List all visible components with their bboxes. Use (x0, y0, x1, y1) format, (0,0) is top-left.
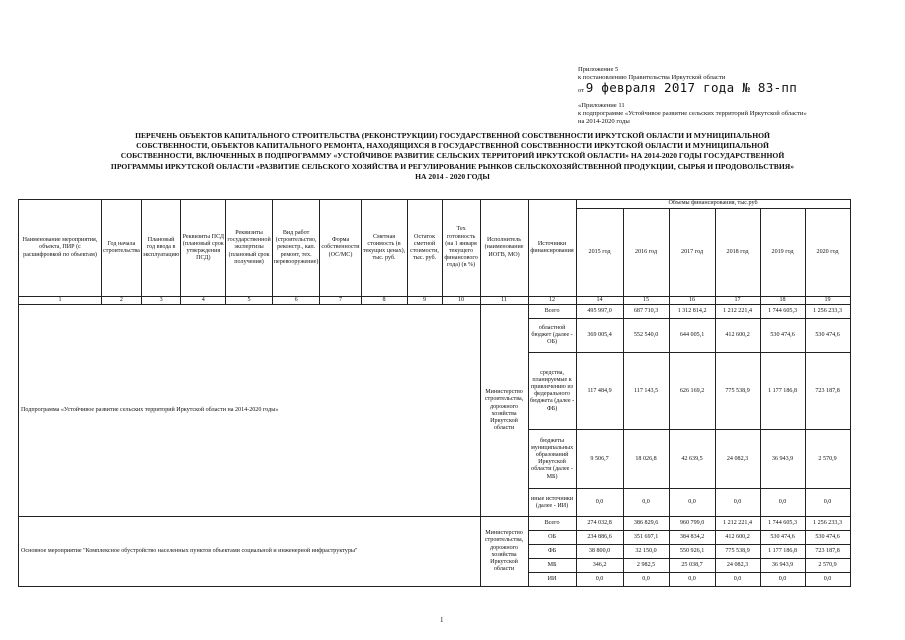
col-number: 7 (320, 297, 361, 305)
value-cell: 1 177 186,8 (760, 353, 805, 430)
col-number: 17 (715, 297, 760, 305)
value-cell: 1 744 605,3 (760, 305, 805, 319)
column-numbers-row (19, 297, 851, 305)
col-number: 14 (576, 297, 623, 305)
value-cell: 960 799,0 (669, 517, 715, 531)
col-number: 12 (528, 297, 576, 305)
date-prefix: от (578, 87, 585, 94)
value-cell: 0,0 (715, 489, 760, 517)
header-year: 2015 год (576, 209, 623, 297)
block2-executor: Министерство строительства, дорожного хозяйства Иркутской области (480, 517, 528, 587)
value-cell: 36 943,9 (760, 559, 805, 573)
value-cell: 0,0 (760, 489, 805, 517)
value-cell: 530 474,6 (760, 319, 805, 353)
value-cell: 1 256 233,3 (805, 517, 850, 531)
col-number: 3 (141, 297, 180, 305)
date-typed: 9 февраля 2017 года № 83-пп (585, 80, 798, 95)
col-number: 10 (442, 297, 480, 305)
header-ownership: Форма собственности (ОС/МС) (320, 200, 361, 297)
table-row (19, 305, 851, 319)
col-number: 8 (361, 297, 407, 305)
header-year: 2016 год (623, 209, 669, 297)
source-cell: Всего (528, 517, 576, 531)
col-number: 1 (19, 297, 102, 305)
value-cell: 723 187,8 (805, 545, 850, 559)
block1-executor: Министерство строительства, дорожного хозяйства Иркутской области (480, 305, 528, 517)
value-cell: 0,0 (805, 573, 850, 587)
value-cell: 0,0 (669, 489, 715, 517)
value-cell: 412 600,2 (715, 531, 760, 545)
value-cell: 0,0 (760, 573, 805, 587)
source-cell: ФБ (528, 545, 576, 559)
document-title (30, 131, 875, 182)
annex-line-6: на 2014-2020 годы (578, 118, 630, 126)
col-number: 15 (623, 297, 669, 305)
col-number: 16 (669, 297, 715, 305)
value-cell: 24 082,3 (715, 559, 760, 573)
value-cell: 2 570,9 (805, 430, 850, 489)
page-number: 1 (440, 616, 444, 624)
value-cell: 552 540,0 (623, 319, 669, 353)
col-number: 18 (760, 297, 805, 305)
value-cell: 775 538,9 (715, 545, 760, 559)
value-cell: 9 506,7 (576, 430, 623, 489)
value-cell: 0,0 (623, 489, 669, 517)
value-cell: 0,0 (576, 573, 623, 587)
header-row-1 (19, 200, 851, 209)
value-cell: 346,2 (576, 559, 623, 573)
value-cell: 386 829,6 (623, 517, 669, 531)
value-cell: 351 697,1 (623, 531, 669, 545)
value-cell: 495 997,0 (576, 305, 623, 319)
header-psd: Реквизиты ПСД (плановый срок утверждения ПСД) (181, 200, 226, 297)
title-line-2: СОБСТВЕННОСТИ, ОБЪЕКТОВ КАПИТАЛЬНОГО РЕМОНТА, НАХОДЯЩИХСЯ В ГОСУДАРСТВЕННОЙ СОБСТВЕННОСТИ ИРКУТСКОЙ ОБЛАСТИ И МУНИЦИПАЛЬНОЙ (136, 141, 769, 151)
header-expertise: Реквизиты государственной экспертизы (плановый срок получения) (226, 200, 272, 297)
source-cell: областной бюджет (далее - ОБ) (528, 319, 576, 353)
value-cell: 412 600,2 (715, 319, 760, 353)
header-remaining: Остаток сметной стоимости, тыс. руб. (407, 200, 442, 297)
header-readiness: Тех готовность (на 1 января текущего финансового года) (в %) (442, 200, 480, 297)
col-number: 11 (480, 297, 528, 305)
header-sources: Источники финансирования (528, 200, 576, 297)
annex-sub (578, 102, 878, 127)
value-cell: 723 187,8 (805, 353, 850, 430)
value-cell: 1 256 233,3 (805, 305, 850, 319)
value-cell: 1 744 605,3 (760, 517, 805, 531)
value-cell: 117 143,5 (623, 353, 669, 430)
annex-line-5: к подпрограмме «Устойчивое развитие сельских территорий Иркутской области» (578, 110, 807, 118)
annex-line-4: «Приложение 11 (578, 102, 625, 109)
col-number: 9 (407, 297, 442, 305)
col-number: 19 (805, 297, 850, 305)
value-cell: 530 474,6 (760, 531, 805, 545)
source-cell: средства, планируемые к привлечению из федерального бюджета (далее - ФБ) (528, 353, 576, 430)
title-line-3: СОБСТВЕННОСТИ, ВКЛЮЧЕННЫХ В ПОДПРОГРАММУ «УСТОЙЧИВОЕ РАЗВИТИЕ СЕЛЬСКИХ ТЕРРИТОРИЙ ИРКУТСКОЙ ОБЛАСТИ» НА 2014-2020 ГОДЫ ГОСУДАРСТВЕННОЙ (120, 151, 785, 161)
header-cost: Сметная стоимость (в текущих ценах), тыс. руб. (361, 200, 407, 297)
value-cell: 775 538,9 (715, 353, 760, 430)
value-cell: 384 834,2 (669, 531, 715, 545)
annex-line-1: Приложение 5 (578, 66, 619, 73)
value-cell: 1 312 814,2 (669, 305, 715, 319)
value-cell: 274 032,8 (576, 517, 623, 531)
source-cell: ИИ (528, 573, 576, 587)
col-number: 2 (102, 297, 142, 305)
value-cell: 1 212 221,4 (715, 517, 760, 531)
decree-date (578, 80, 797, 95)
value-cell: 25 038,7 (669, 559, 715, 573)
value-cell: 644 005,1 (669, 319, 715, 353)
value-cell: 42 639,5 (669, 430, 715, 489)
value-cell: 0,0 (623, 573, 669, 587)
value-cell: 1 177 186,8 (760, 545, 805, 559)
value-cell: 24 082,3 (715, 430, 760, 489)
title-line-1: ПЕРЕЧЕНЬ ОБЪЕКТОВ КАПИТАЛЬНОГО СТРОИТЕЛЬСТВА (РЕКОНСТРУКЦИИ) ГОСУДАРСТВЕННОЙ СОБСТВЕННОСТИ ИРКУТСКОЙ ОБЛАСТИ И МУНИЦИПАЛЬНОЙ (135, 131, 770, 140)
header-year: 2018 год (715, 209, 760, 297)
header-start-year: Год начала строительства (102, 200, 142, 297)
header-work-type: Вид работ (строительство, реконстр., кап. ремонт, тех. перевооружение) (272, 200, 320, 297)
header-year: 2020 год (805, 209, 850, 297)
value-cell: 369 005,4 (576, 319, 623, 353)
value-cell: 530 474,6 (805, 531, 850, 545)
source-cell: МБ (528, 559, 576, 573)
block2-name: Основное мероприятие "Комплексное обустройство населенных пунктов объектами социальной и инженерной инфраструктуры" (19, 517, 481, 587)
source-cell: ОБ (528, 531, 576, 545)
value-cell: 530 474,6 (805, 319, 850, 353)
source-cell: бюджеты муниципальных образований Иркутской области (далее - МБ) (528, 430, 576, 489)
value-cell: 36 943,9 (760, 430, 805, 489)
annex-line-2: к постановлению Правительства Иркутской области (578, 74, 726, 82)
value-cell: 0,0 (805, 489, 850, 517)
value-cell: 32 150,0 (623, 545, 669, 559)
header-name: Наименование мероприятия, объекта, ПИР (с расшифровкой по объектам) (19, 200, 102, 297)
value-cell: 0,0 (576, 489, 623, 517)
block1-name: Подпрограмма «Устойчивое развитие сельских территорий Иркутской области на 2014-2020 годы» (19, 305, 481, 517)
value-cell: 626 169,2 (669, 353, 715, 430)
table-row (19, 517, 851, 531)
source-cell: Всего (528, 305, 576, 319)
header-executor: Исполнитель (наименование ИОГВ, МО) (480, 200, 528, 297)
value-cell: 234 886,6 (576, 531, 623, 545)
value-cell: 2 982,5 (623, 559, 669, 573)
col-number: 4 (181, 297, 226, 305)
value-cell: 117 484,9 (576, 353, 623, 430)
objects-table (18, 199, 851, 587)
header-funding-group: Объемы финансирования, тыс.руб (576, 200, 850, 209)
value-cell: 38 800,0 (576, 545, 623, 559)
header-year: 2017 год (669, 209, 715, 297)
value-cell: 0,0 (669, 573, 715, 587)
value-cell: 687 710,3 (623, 305, 669, 319)
title-line-4: ПРОГРАММЫ ИРКУТСКОЙ ОБЛАСТИ «РАЗВИТИЕ СЕЛЬСКОГО ХОЗЯЙСТВА И РЕГУЛИРОВАНИЕ РЫНКОВ СЕЛЬСКОХОЗЯЙСТВЕННОЙ ПРОДУКЦИИ, СЫРЬЯ И ПРОДОВОЛЬСТВИЯ» (110, 161, 795, 171)
value-cell: 18 026,8 (623, 430, 669, 489)
title-line-5: НА 2014 - 2020 ГОДЫ (415, 171, 490, 181)
source-cell: иные источники (далее - ИИ) (528, 489, 576, 517)
header-plan-year: Плановый год ввода в эксплуатацию (141, 200, 180, 297)
col-number: 6 (272, 297, 320, 305)
value-cell: 550 926,1 (669, 545, 715, 559)
value-cell: 0,0 (715, 573, 760, 587)
value-cell: 1 212 221,4 (715, 305, 760, 319)
col-number: 5 (226, 297, 272, 305)
header-year: 2019 год (760, 209, 805, 297)
value-cell: 2 570,9 (805, 559, 850, 573)
